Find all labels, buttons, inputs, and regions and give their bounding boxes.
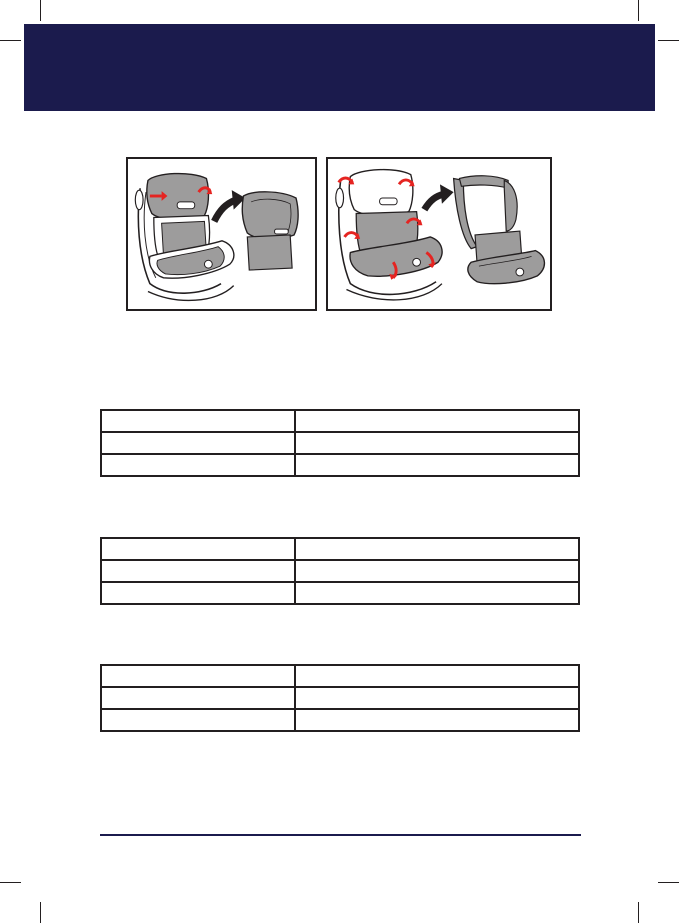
curved-arrow-icon	[424, 184, 453, 209]
table-row	[101, 560, 579, 582]
crop-mark	[0, 40, 21, 41]
crop-mark	[40, 902, 41, 923]
crop-mark	[638, 902, 639, 923]
seat-cover-illustration	[328, 159, 550, 309]
table-cell	[101, 560, 295, 582]
table-cell	[101, 665, 295, 687]
table-row	[101, 432, 579, 454]
table-row	[101, 665, 579, 687]
table-cell	[295, 687, 579, 709]
table-row	[101, 582, 579, 604]
table-cell	[295, 560, 579, 582]
table-cell	[295, 709, 579, 731]
spec-table-3	[100, 664, 580, 732]
table-row	[101, 538, 579, 560]
table-cell	[295, 410, 579, 432]
table-cell	[101, 687, 295, 709]
footer-rule	[100, 834, 581, 836]
table-cell	[295, 665, 579, 687]
table-row	[101, 410, 579, 432]
spec-table-1	[100, 409, 580, 477]
table-cell	[101, 410, 295, 432]
crop-mark	[638, 0, 639, 21]
header-band	[24, 24, 655, 111]
table-cell	[295, 582, 579, 604]
curved-arrow-icon	[214, 190, 245, 221]
table-cell	[101, 538, 295, 560]
crop-mark	[0, 882, 21, 883]
table-cell	[295, 538, 579, 560]
figure-seat-cover-removal	[326, 157, 552, 311]
table-row	[101, 709, 579, 731]
table-row	[101, 454, 579, 476]
crop-mark	[40, 0, 41, 21]
crop-mark	[658, 40, 679, 41]
table-cell	[101, 582, 295, 604]
table-cell	[101, 432, 295, 454]
headrest-cover-illustration	[128, 159, 315, 309]
crop-mark	[658, 882, 679, 883]
figure-headrest-cover-removal	[126, 157, 317, 311]
table-cell	[101, 454, 295, 476]
spec-table-2	[100, 537, 580, 605]
table-cell	[295, 454, 579, 476]
table-row	[101, 687, 579, 709]
table-cell	[295, 432, 579, 454]
table-cell	[101, 709, 295, 731]
